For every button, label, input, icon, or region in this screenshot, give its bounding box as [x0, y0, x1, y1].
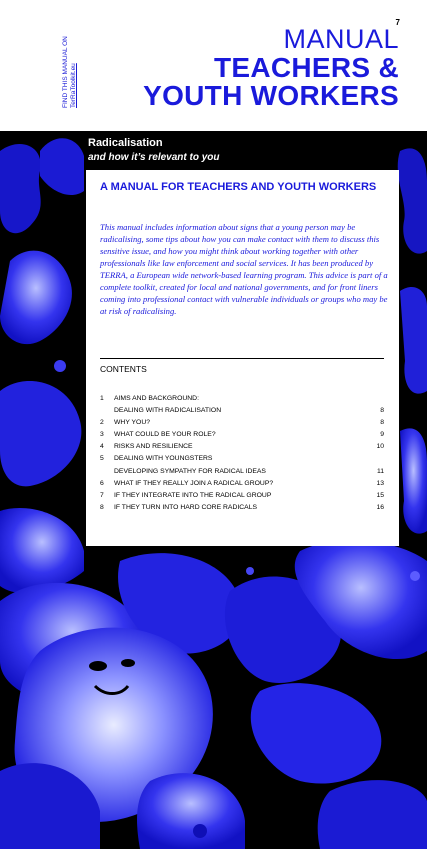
- section-subtitle: and how it’s relevant to you: [88, 152, 220, 163]
- toc-text: RISKS AND RESILIENCE: [114, 443, 193, 451]
- panel-heading: A MANUAL FOR TEACHERS AND YOUTH WORKERS: [100, 181, 377, 193]
- toc-page: 15: [376, 491, 384, 499]
- toc-row[interactable]: [100, 466, 384, 478]
- intro-paragraph: This manual includes information about signs that a young person may be radicalising, some tips about how you can make contact with them to discuss this sensitive issue, and how you might think about working together with other professionals like law enforcement and social services. It has been produced by TERRA, a European wide network-based learning program. This advice is part of a complete toolkit, created for local and national governments, and for front liners coming into professional contact with vulnerable individuals or groups who may be at risk of radicalising.: [100, 222, 388, 316]
- side-note: [62, 28, 80, 108]
- toolkit-link[interactable]: TerRaToolkit.eu: [70, 63, 77, 108]
- toc-number: 2: [100, 419, 104, 427]
- toc-text: IF THEY TURN INTO HARD CORE RADICALS: [114, 503, 258, 511]
- toc-row[interactable]: [100, 453, 384, 465]
- toc-text: WHAT COULD BE YOUR ROLE?: [114, 431, 216, 439]
- toc-row[interactable]: [100, 417, 384, 429]
- manual-label: MANUAL: [283, 24, 399, 54]
- toc-text: DEALING WITH RADICALISATION: [114, 407, 222, 415]
- toc-number: 6: [100, 479, 104, 487]
- toc-row[interactable]: [100, 405, 384, 417]
- content-panel: [86, 170, 399, 546]
- toc-number: 7: [100, 491, 104, 499]
- toc-row[interactable]: [100, 441, 384, 453]
- contents-divider: [100, 358, 384, 359]
- side-note-text: FIND THIS MANUAL ON: [62, 36, 69, 108]
- toc-row[interactable]: [100, 429, 384, 441]
- toc-page: 9: [380, 431, 384, 439]
- toc-text: AIMS AND BACKGROUND:: [114, 395, 199, 402]
- toc-number: 1: [100, 395, 104, 402]
- toc-text: WHY YOU?: [114, 419, 151, 427]
- toc-row[interactable]: [100, 502, 384, 514]
- title-line-2: YOUTH WORKERS: [143, 80, 399, 111]
- table-of-contents: [100, 393, 384, 514]
- toc-row[interactable]: [100, 393, 384, 405]
- toc-page: 13: [376, 479, 384, 487]
- toc-row[interactable]: [100, 490, 384, 502]
- contents-heading: CONTENTS: [100, 364, 147, 374]
- toc-text: DEALING WITH YOUNGSTERS: [114, 455, 213, 463]
- section-title: Radicalisation: [88, 137, 163, 149]
- toc-page: 11: [376, 467, 384, 475]
- section-header: [88, 136, 220, 165]
- toc-number: 4: [100, 443, 104, 451]
- toc-number: 8: [100, 503, 104, 511]
- title-line-1: TEACHERS &: [213, 52, 399, 83]
- toc-page: 8: [380, 419, 384, 427]
- toc-text: DEVELOPING SYMPATHY FOR RADICAL IDEAS: [114, 467, 266, 475]
- toc-page: 10: [376, 443, 384, 451]
- toc-text: IF THEY INTEGRATE INTO THE RADICAL GROUP: [114, 491, 272, 499]
- toc-number: 5: [100, 455, 104, 463]
- page-number: 7: [395, 18, 400, 27]
- toc-page: 8: [380, 407, 384, 415]
- toc-row[interactable]: [100, 478, 384, 490]
- toc-number: 3: [100, 431, 104, 439]
- toc-text: WHAT IF THEY REALLY JOIN A RADICAL GROUP?: [114, 479, 274, 487]
- toc-page: 16: [376, 503, 384, 511]
